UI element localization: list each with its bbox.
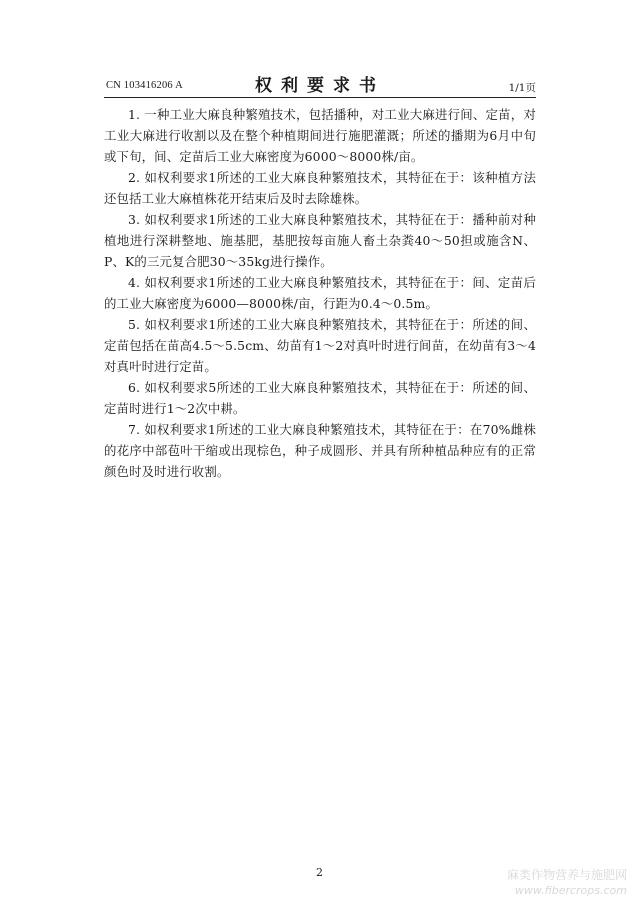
header-divider bbox=[104, 97, 536, 98]
claim-item: 6. 如权利要求5所述的工业大麻良种繁殖技术，其特征在于：所述的间、定苗时进行1～2次中耕。 bbox=[104, 380, 536, 416]
page-number: 2 bbox=[316, 866, 323, 879]
watermark bbox=[507, 868, 627, 898]
publication-number: CN 103416206 A bbox=[106, 80, 183, 91]
claim-item: 7. 如权利要求1所述的工业大麻良种繁殖技术，其特征在于：在70%雌株的花序中部苞叶干缩或出现棕色，种子成圆形、并具有所种植品种应有的正常颜色时及时进行收割。 bbox=[104, 422, 536, 479]
claim-item: 3. 如权利要求1所述的工业大麻良种繁殖技术，其特征在于：播种前对种植地进行深耕整地、施基肥，基肥按每亩施人畜土杂粪40～50担或施含N、P、K的三元复合肥30～35kg进行操作。 bbox=[104, 212, 536, 269]
claims-list bbox=[104, 104, 536, 482]
document-title: 权利要求书 bbox=[255, 76, 385, 96]
document-header bbox=[104, 70, 536, 96]
watermark-site-name: 麻类作物营养与施肥网 bbox=[506, 868, 627, 882]
claim-item: 4. 如权利要求1所述的工业大麻良种繁殖技术，其特征在于：间、定苗后的工业大麻密度为6000—8000株/亩，行距为0.4～0.5m。 bbox=[104, 275, 536, 311]
claim-item: 5. 如权利要求1所述的工业大麻良种繁殖技术，其特征在于：所述的间、定苗包括在苗高4.5～5.5cm、幼苗有1～2对真叶时进行间苗，在幼苗有3～4对真叶时进行定苗。 bbox=[104, 317, 536, 374]
claim-item: 2. 如权利要求1所述的工业大麻良种繁殖技术，其特征在于：该种植方法还包括工业大麻植株花开结束后及时去除雄株。 bbox=[104, 170, 536, 206]
page-info: 1/1页 bbox=[508, 82, 536, 94]
watermark-url: www.fibercrops.com bbox=[514, 884, 627, 897]
claim-item: 1. 一种工业大麻良种繁殖技术，包括播种，对工业大麻进行间、定苗，对工业大麻进行收割以及在整个种植期间进行施肥灌溉；所述的播期为6月中旬或下旬，间、定苗后工业大麻密度为6000～8000株/亩。 bbox=[104, 107, 536, 164]
